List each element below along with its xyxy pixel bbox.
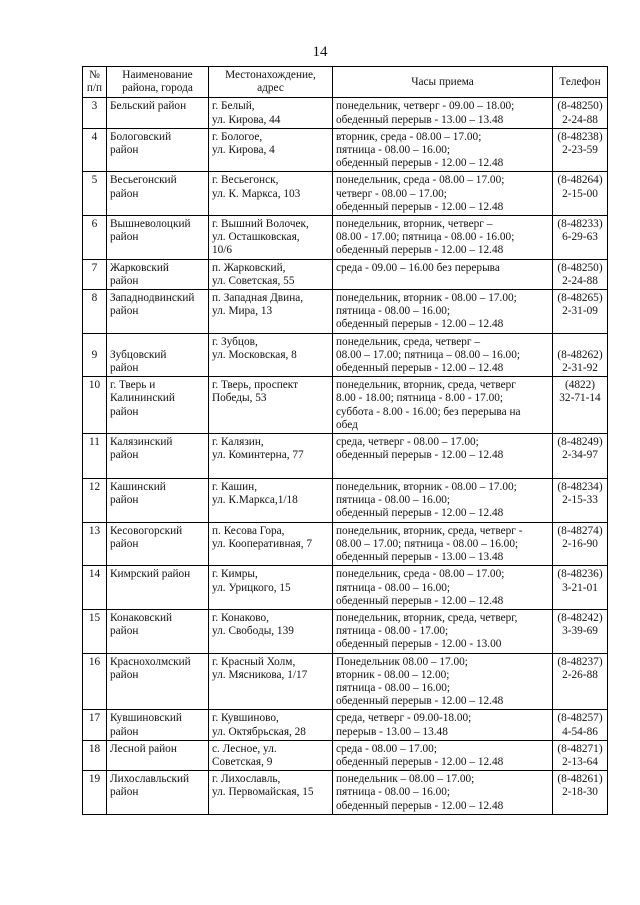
phone-number-line: 2-24-88 [562, 113, 598, 126]
address-cell [209, 333, 333, 377]
district-name-line: Западнодвинский [110, 292, 195, 305]
phone-number [553, 98, 608, 128]
reception-hours [333, 653, 553, 710]
district-name [107, 566, 209, 610]
reception-hours-line: 8.00 - 18.00; пятница - 8.00 - 17.00; [336, 392, 504, 405]
reception-hours-table [82, 66, 608, 815]
district-name-line: Калининский [110, 392, 175, 405]
phone-number-line: (8-48242) [557, 611, 603, 624]
reception-hours-line: понедельник, вторник - 08.00 – 17.00; [336, 481, 517, 494]
reception-hours-line: понедельник, вторник, среда, четверг - [336, 524, 523, 537]
phone-number-line: (8-48257) [557, 712, 603, 725]
district-name-line: Кесовогорский [110, 524, 183, 537]
header-phone: Телефон [553, 67, 608, 98]
reception-hours-line: понедельник, вторник, четверг – [336, 218, 493, 231]
address-cell-line: п. Кесова Гора, [212, 524, 285, 537]
reception-hours-line: Понедельник 08.00 – 17.00; [336, 655, 468, 668]
table-row [83, 434, 608, 479]
address-cell [209, 259, 333, 289]
reception-hours-line: 08.00 - 17.00; пятница - 08.00 - 16.00; [336, 231, 515, 244]
header-address: Местонахождение, адрес [209, 67, 333, 98]
district-name [107, 522, 209, 566]
district-name-line: Лесной район [110, 742, 177, 755]
address-cell [209, 479, 333, 523]
reception-hours-line: пятница - 08.00 – 16.00; [336, 581, 451, 594]
phone-number-line: (8-48262) [557, 348, 603, 361]
phone-number-line: 4-54-86 [562, 725, 598, 738]
address-cell-line: ул. Коминтерна, 77 [212, 449, 304, 462]
reception-hours-line: среда, четверг - 09.00-18.00; [336, 712, 472, 725]
row-number: 12 [83, 479, 107, 523]
row-number: 17 [83, 710, 107, 740]
reception-hours-line: вторник - 08.00 – 12.00; [336, 668, 450, 681]
district-name-line: район [110, 187, 139, 200]
reception-hours [333, 566, 553, 610]
phone-number-line: (8-48250) [557, 100, 603, 113]
district-name [107, 172, 209, 216]
reception-hours-line: пятница - 08.00 - 17.00; [336, 625, 449, 638]
address-cell-line: ул. Октябрьская, 28 [212, 725, 306, 738]
district-name [107, 653, 209, 710]
reception-hours-line: обеденный перерыв - 12.00 – 12.48 [336, 755, 504, 768]
address-cell-line: ул. Московская, 8 [212, 348, 297, 361]
phone-number-line: 2-18-30 [562, 786, 598, 799]
reception-hours-line: обеденный перерыв - 12.00 – 12.48 [336, 318, 504, 331]
address-cell-line: ул. К.Маркса,1/18 [212, 494, 298, 507]
address-cell-line: г. Бологое, [212, 130, 263, 143]
phone-number-line: (8-48261) [557, 773, 603, 786]
row-number: 14 [83, 566, 107, 610]
reception-hours [333, 259, 553, 289]
district-name-line: район [110, 625, 139, 638]
address-cell-line: г. Кашин, [212, 481, 258, 494]
district-name-line: район [110, 725, 139, 738]
address-cell [209, 740, 333, 770]
row-number: 7 [83, 259, 107, 289]
phone-number-line: (8-48264) [557, 174, 603, 187]
address-cell-line: г. Белый, [212, 100, 255, 113]
reception-hours-line: обеденный перерыв - 12.00 – 12.48 [336, 244, 504, 257]
district-name [107, 216, 209, 260]
table-row [83, 479, 608, 523]
phone-number-line: 3-39-69 [562, 625, 598, 638]
phone-number [553, 290, 608, 334]
reception-hours [333, 290, 553, 334]
phone-number [553, 740, 608, 770]
reception-hours-line: среда, четверг - 08.00 – 17.00; [336, 436, 479, 449]
reception-hours-line: обеденный перерыв - 12.00 – 12.48 [336, 507, 504, 520]
phone-number-line: (8-48238) [557, 130, 603, 143]
reception-hours [333, 609, 553, 653]
district-name-line: район [110, 668, 139, 681]
district-name-line: район [110, 305, 139, 318]
address-cell-line: ул. Кирова, 44 [212, 113, 281, 126]
table-row [83, 216, 608, 260]
address-cell-line: г. Весьегонск, [212, 174, 279, 187]
reception-hours-line: понедельник, вторник - 08.00 – 17.00; [336, 292, 517, 305]
phone-number-line: (8-48274) [557, 524, 603, 537]
address-cell [209, 771, 333, 815]
reception-hours-line: понедельник, среда - 08.00 – 17.00; [336, 568, 505, 581]
header-district: Наименование района, города [107, 67, 209, 98]
address-cell-line: ул. Мира, 13 [212, 305, 273, 318]
reception-hours [333, 479, 553, 523]
phone-number-line: (8-48265) [557, 292, 603, 305]
reception-hours-line: обеденный перерыв - 12.00 – 12.48 [336, 449, 504, 462]
reception-hours-line: обеденный перерыв - 12.00 – 12.48 [336, 362, 504, 375]
address-cell-line: ул. Мясникова, 1/17 [212, 668, 308, 681]
phone-number [553, 333, 608, 377]
address-cell-line: ул. Кооперативная, 7 [212, 537, 313, 550]
row-number: 9 [83, 333, 107, 377]
reception-hours [333, 522, 553, 566]
phone-number-line: 2-24-88 [562, 274, 598, 287]
address-cell-line: г. Кимры, [212, 568, 258, 581]
address-cell [209, 172, 333, 216]
phone-number [553, 522, 608, 566]
reception-hours-line: понедельник, четверг - 09.00 – 18.00; [336, 100, 515, 113]
address-cell-line: г. Зубцов, [212, 335, 258, 348]
district-name-line: район [110, 537, 139, 550]
reception-hours-line: 08.00 – 17.00; пятница – 08.00 – 16.00; [336, 348, 520, 361]
district-name [107, 333, 209, 377]
table-row [83, 128, 608, 172]
reception-hours-line: обеденный перерыв - 12.00 – 12.48 [336, 594, 504, 607]
table-row [83, 771, 608, 815]
reception-hours-line: четверг - 08.00 – 17.00; [336, 187, 447, 200]
district-name-line: Жарковский [110, 261, 169, 274]
address-cell-line: п. Жарковский, [212, 261, 286, 274]
phone-number-line: 2-34-97 [562, 449, 598, 462]
row-number: 3 [83, 98, 107, 128]
address-cell-line: Советская, 9 [212, 755, 273, 768]
reception-hours-line: обеденный перерыв - 12.00 – 12.48 [336, 799, 504, 812]
district-name-line: Конаковский [110, 611, 173, 624]
reception-hours-line: пятница - 08.00 – 16.00; [336, 305, 451, 318]
address-cell-line: п. Западная Двина, [212, 292, 304, 305]
district-name-line: район [110, 405, 139, 418]
phone-number [553, 479, 608, 523]
phone-number-line: (4822) [564, 379, 596, 392]
row-number: 8 [83, 290, 107, 334]
row-number: 16 [83, 653, 107, 710]
address-cell-line: ул. Кирова, 4 [212, 144, 275, 157]
address-cell [209, 128, 333, 172]
address-cell-line: г. Вышний Волочек, [212, 218, 309, 231]
phone-number-line: 2-26-88 [562, 668, 598, 681]
reception-hours-line: среда - 08.00 – 17.00; [336, 742, 437, 755]
reception-hours-line: пятница - 08.00 – 16.00; [336, 786, 451, 799]
district-name-line: г. Тверь и [110, 379, 156, 392]
district-name-line: Кувшиновский [110, 712, 182, 725]
reception-hours [333, 98, 553, 128]
district-name-line: район [110, 231, 139, 244]
row-number: 10 [83, 377, 107, 434]
address-cell [209, 566, 333, 610]
district-name [107, 434, 209, 479]
phone-number [553, 434, 608, 479]
table-row [83, 710, 608, 740]
phone-number-line: (8-48236) [557, 568, 603, 581]
phone-number-line: 2-31-92 [562, 362, 598, 375]
reception-hours-line: обеденный перерыв - 12.00 - 13.00 [336, 638, 502, 651]
phone-number-line: (8-48237) [557, 655, 603, 668]
table-row [83, 653, 608, 710]
reception-hours-line: обеденный перерыв - 13.00 – 13.48 [336, 551, 504, 564]
address-cell-line: ул. Осташковская, [212, 231, 300, 244]
reception-hours [333, 710, 553, 740]
address-cell-line: г. Тверь, проспект [212, 379, 299, 392]
address-cell [209, 98, 333, 128]
district-name-line: район [110, 144, 139, 157]
reception-hours-line: пятница - 08.00 – 16.00; [336, 681, 451, 694]
address-cell-line: г. Калязин, [212, 436, 264, 449]
district-name-line: Бельский район [110, 100, 187, 113]
reception-hours [333, 333, 553, 377]
address-cell [209, 710, 333, 740]
page-number: 14 [312, 44, 328, 60]
header-num: № п/п [83, 67, 107, 98]
reception-hours-line: понедельник, вторник, среда, четверг [336, 379, 516, 392]
address-cell [209, 522, 333, 566]
district-name-line: район [110, 494, 139, 507]
address-cell-line: с. Лесное, ул. [212, 742, 277, 755]
reception-hours-line: обед [336, 418, 358, 431]
district-name-line: район [110, 449, 139, 462]
phone-number-line: 2-15-00 [562, 187, 598, 200]
district-name [107, 259, 209, 289]
reception-hours-line: суббота - 8.00 - 16.00; без перерыва на [336, 405, 521, 418]
phone-number-line: 2-15-33 [562, 494, 598, 507]
district-name [107, 128, 209, 172]
district-name [107, 290, 209, 334]
address-cell [209, 609, 333, 653]
phone-number-line: 2-31-09 [562, 305, 598, 318]
table-row [83, 609, 608, 653]
district-name [107, 771, 209, 815]
table-row [83, 259, 608, 289]
district-name [107, 609, 209, 653]
reception-hours [333, 128, 553, 172]
district-name-line: район [110, 362, 139, 375]
address-cell [209, 653, 333, 710]
reception-hours-line: пятница - 08.00 – 16.00; [336, 494, 451, 507]
reception-hours-line: перерыв - 13.00 – 13.48 [336, 725, 448, 738]
reception-hours [333, 377, 553, 434]
table-row [83, 522, 608, 566]
phone-number [553, 771, 608, 815]
phone-number-line: 32-71-14 [559, 392, 601, 405]
district-name-line: Калязинский [110, 436, 173, 449]
address-cell-line: г. Конаково, [212, 611, 269, 624]
address-cell-line: ул. К. Маркса, 103 [212, 187, 301, 200]
phone-number [553, 172, 608, 216]
phone-number [553, 216, 608, 260]
district-name-line: Вышневолоцкий [110, 218, 191, 231]
phone-number-line: 6-29-63 [562, 231, 598, 244]
reception-hours-line: понедельник – 08.00 – 17.00; [336, 773, 475, 786]
reception-hours-line: обеденный перерыв - 13.00 – 13.48 [336, 113, 504, 126]
address-cell [209, 377, 333, 434]
address-cell-line: г. Кувшиново, [212, 712, 279, 725]
reception-hours [333, 771, 553, 815]
header-hours: Часы приема [333, 67, 553, 98]
address-cell-line: ул. Советская, 55 [212, 274, 295, 287]
phone-number [553, 377, 608, 434]
row-number: 19 [83, 771, 107, 815]
district-name [107, 377, 209, 434]
district-name-line [110, 336, 205, 349]
reception-hours-line: обеденный перерыв - 12.00 – 12.48 [336, 695, 504, 708]
phone-number [553, 259, 608, 289]
row-number: 18 [83, 740, 107, 770]
phone-number [553, 128, 608, 172]
reception-hours-line: обеденный перерыв - 12.00 – 12.48 [336, 200, 504, 213]
phone-number-line: 3-21-01 [562, 581, 598, 594]
address-cell [209, 216, 333, 260]
table-row [83, 98, 608, 128]
district-name-line: Зубцовский [110, 348, 167, 361]
phone-number-line: (8-48271) [557, 742, 603, 755]
district-name-line: Кашинский [110, 481, 166, 494]
address-cell-line: г. Лихославль, [212, 773, 281, 786]
row-number: 6 [83, 216, 107, 260]
address-cell [209, 434, 333, 479]
table-row [83, 172, 608, 216]
table-header-row [83, 67, 608, 98]
reception-hours [333, 740, 553, 770]
district-name [107, 479, 209, 523]
address-cell-line: г. Красный Холм, [212, 655, 296, 668]
district-name-line: Бологовский [110, 130, 172, 143]
phone-number-line: (8-48250) [557, 261, 603, 274]
reception-hours [333, 216, 553, 260]
phone-number [553, 566, 608, 610]
row-number: 13 [83, 522, 107, 566]
address-cell-line: Победы, 53 [212, 392, 267, 405]
phone-number [553, 710, 608, 740]
reception-hours-line: пятница - 08.00 – 16.00; [336, 144, 451, 157]
phone-number-line: 2-23-59 [562, 144, 598, 157]
row-number: 4 [83, 128, 107, 172]
phone-number-line: 2-13-64 [562, 755, 598, 768]
table-row [83, 740, 608, 770]
address-cell-line: ул. Урицкого, 15 [212, 581, 291, 594]
reception-hours-line: понедельник, среда - 08.00 – 17.00; [336, 174, 505, 187]
reception-hours-line: среда - 09.00 – 16.00 без перерыва [336, 261, 500, 274]
district-name [107, 710, 209, 740]
reception-hours-line: 08.00 – 17.00; пятница - 08.00 – 16.00; [336, 537, 519, 550]
phone-number [553, 609, 608, 653]
reception-hours-line: понедельник, среда, четверг – [336, 335, 480, 348]
phone-number-line: 2-16-90 [562, 537, 598, 550]
reception-hours-line: понедельник, вторник, среда, четверг, [336, 611, 518, 624]
district-name [107, 740, 209, 770]
phone-number-line: (8-48234) [557, 481, 603, 494]
address-cell-line: ул. Первомайская, 15 [212, 786, 314, 799]
table-row [83, 377, 608, 434]
address-cell-line: 10/6 [212, 244, 233, 257]
row-number: 11 [83, 434, 107, 479]
table-row [83, 566, 608, 610]
district-name-line: район [110, 786, 139, 799]
table-row [83, 333, 608, 377]
row-number: 15 [83, 609, 107, 653]
phone-number-line: (8-48249) [557, 436, 603, 449]
district-name-line: Лихославльский [110, 773, 190, 786]
row-number: 5 [83, 172, 107, 216]
phone-number [553, 653, 608, 710]
address-cell [209, 290, 333, 334]
reception-hours [333, 434, 553, 479]
district-name-line: Кимрский район [110, 568, 191, 581]
district-name [107, 98, 209, 128]
district-name-line: Весьегонский [110, 174, 177, 187]
address-cell-line: ул. Свободы, 139 [212, 625, 294, 638]
reception-hours-line: обеденный перерыв - 12.00 – 12.48 [336, 157, 504, 170]
reception-hours [333, 172, 553, 216]
table-row [83, 290, 608, 334]
phone-number-line [554, 336, 606, 349]
reception-hours-line: вторник, среда - 08.00 – 17.00; [336, 130, 482, 143]
district-name-line: район [110, 274, 139, 287]
district-name-line: Краснохолмский [110, 655, 191, 668]
phone-number-line: (8-48233) [557, 218, 603, 231]
